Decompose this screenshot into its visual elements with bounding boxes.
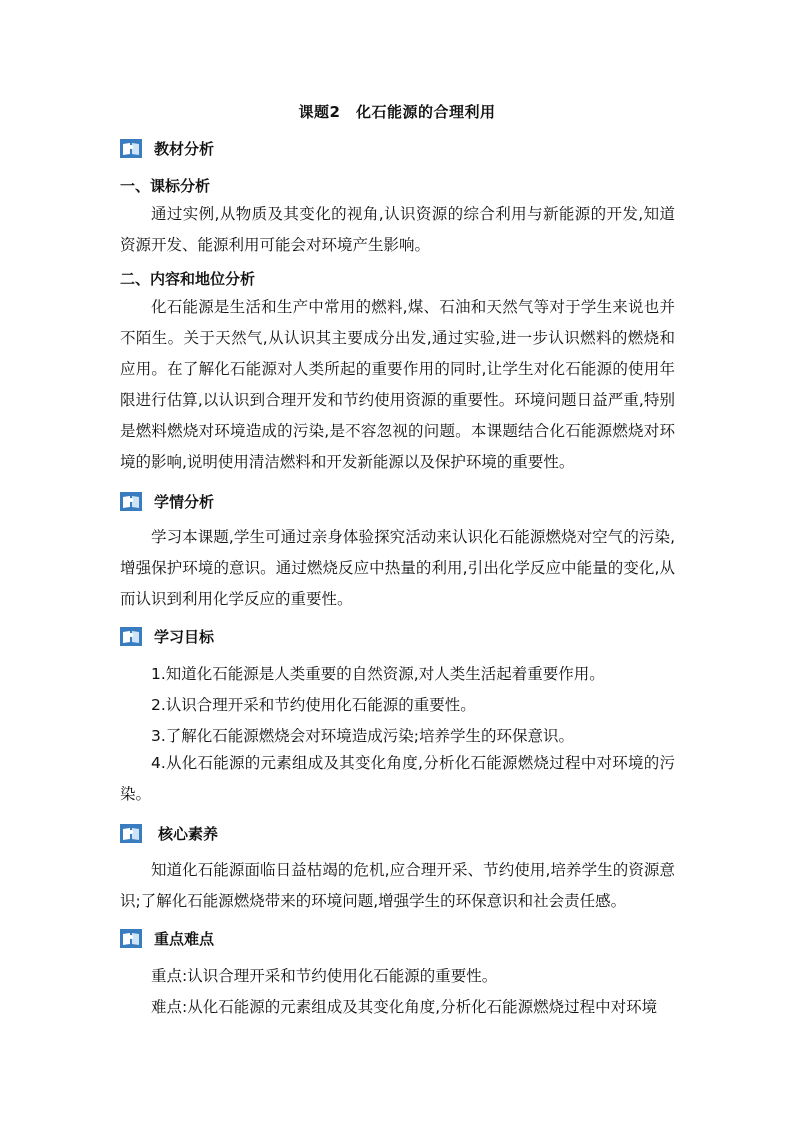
key-point-line bbox=[151, 964, 497, 986]
goal-item: 1.知道化石能源是人类重要的自然资源,对人类生活起着重要作用。 bbox=[151, 665, 605, 683]
open-book-icon bbox=[120, 139, 142, 158]
open-book-icon bbox=[120, 492, 142, 511]
subheading-content: 二、内容和地位分析 bbox=[120, 270, 256, 288]
difficult-point-line bbox=[151, 995, 657, 1017]
section-header-textbook-analysis bbox=[120, 137, 214, 159]
key-point-label: 重点: bbox=[151, 967, 188, 985]
goal-item: 2.认识合理开采和节约使用化石能源的重要性。 bbox=[151, 696, 476, 714]
paragraph-curriculum: 通过实例,从物质及其变化的视角,认识资源的综合利用与新能源的开发,知道资源开发、能源利用可能会对环境产生影响。 bbox=[120, 205, 675, 254]
open-book-icon bbox=[120, 929, 142, 948]
key-point-text: 认识合理开采和节约使用化石能源的重要性。 bbox=[187, 967, 498, 985]
paragraph-learner: 学习本课题,学生可通过亲身体验探究活动来认识化石能源燃烧对空气的污染,增强保护环境的意识。通过燃烧反应中热量的利用,引出化学反应中能量的变化,从而认识到利用化学反应的重要性。 bbox=[120, 528, 675, 608]
paragraph-content: 化石能源是生活和生产中常用的燃料,煤、石油和天然气等对于学生来说也并不陌生。关于天然气,从认识其主要成分出发,通过实验,进一步认识燃料的燃烧和应用。在了解化石能源对人类所起的重要作用的同时,让学生对化石能源的使用年限进行估算,以认识到合理开发和节约使用资源的重要性。环境问题日益严重,特别是燃料燃烧对环境造成的污染,是不容忽视的问题。本课题结合化石能源燃烧对环境的影响,说明使用清洁燃料和开发新能源以及保护环境的重要性。 bbox=[120, 298, 675, 471]
section-title: 学情分析 bbox=[154, 492, 215, 511]
section-header-key-difficult bbox=[120, 927, 214, 949]
section-header-learner-analysis bbox=[120, 490, 214, 512]
section-header-learning-goals bbox=[120, 625, 214, 647]
section-title: 重点难点 bbox=[154, 929, 215, 948]
section-title: 核心素养 bbox=[158, 824, 219, 843]
section-title: 学习目标 bbox=[154, 627, 215, 646]
difficult-point-label: 难点: bbox=[151, 998, 188, 1016]
section-header-core-literacy bbox=[120, 822, 218, 844]
subheading-curriculum: 一、课标分析 bbox=[120, 177, 211, 195]
difficult-point-text: 从化石能源的元素组成及其变化角度,分析化石能源燃烧过程中对环境 bbox=[187, 998, 658, 1016]
goal-item: 4.从化石能源的元素组成及其变化角度,分析化石能源燃烧过程中对环境的污染。 bbox=[120, 754, 675, 803]
goal-item: 3.了解化石能源燃烧会对环境造成污染;培养学生的环保意识。 bbox=[151, 727, 575, 745]
open-book-icon bbox=[120, 627, 142, 646]
section-title: 教材分析 bbox=[154, 139, 215, 158]
open-book-icon bbox=[120, 824, 142, 843]
page-title: 课题2 化石能源的合理利用 bbox=[298, 103, 496, 121]
paragraph-literacy: 知道化石能源面临日益枯竭的危机,应合理开采、节约使用,培养学生的资源意识;了解化石能源燃烧带来的环境问题,增强学生的环保意识和社会责任感。 bbox=[120, 861, 675, 910]
